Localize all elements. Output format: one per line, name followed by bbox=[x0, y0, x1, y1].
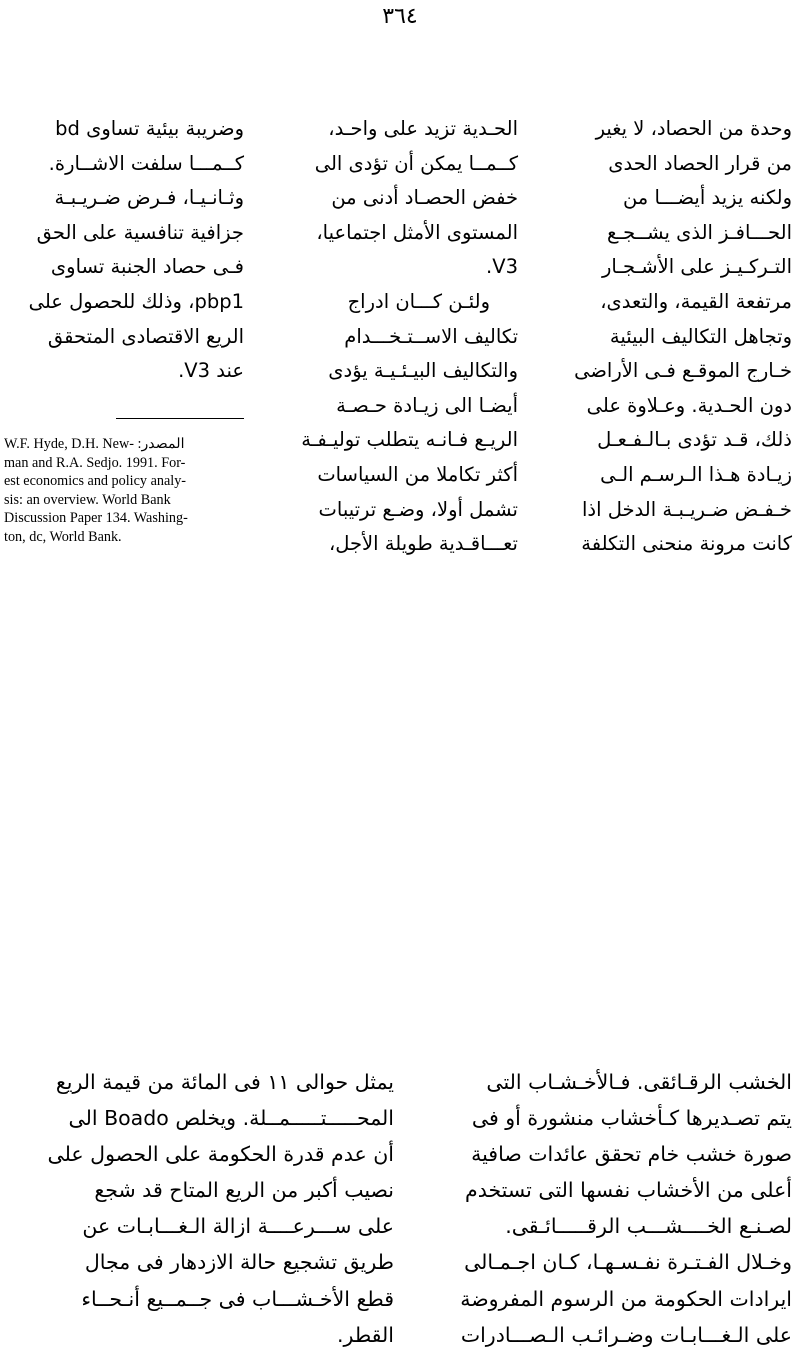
text-line: نصيب أكبر من الريع المتاح قد شجع bbox=[94, 1178, 394, 1203]
text-line: يتم تصـديرها كـأخشاب منشورة أو فى bbox=[471, 1106, 792, 1131]
text-line: طريق تشجيع حالة الازدهار فى مجال bbox=[84, 1250, 394, 1275]
text-line: مرتفعة القيمة، والتعدى، bbox=[600, 289, 792, 313]
text-line: V3. bbox=[486, 255, 518, 279]
text-line: التـركـيـز على الأشـجـار bbox=[601, 255, 792, 279]
text-line: كانت مرونة منحنى التكلفة bbox=[581, 532, 792, 556]
text-line: والتكاليف البيـئـيـة يؤدى bbox=[328, 359, 518, 383]
source-footnote bbox=[4, 435, 244, 546]
text-line: تكاليف الاســتـخـــدام bbox=[344, 324, 518, 348]
text-line: الحـدية تزيد على واحـد، bbox=[328, 117, 518, 140]
footnote-line: W.F. Hyde, D.H. New- :المصدر bbox=[4, 436, 185, 452]
text-line: أيضـا الى زيـادة حـصـة bbox=[336, 393, 518, 417]
upper-left-column bbox=[6, 112, 244, 389]
text-line: خـارج الموقـع فـى الأراضى bbox=[574, 359, 792, 383]
text-line: لصـنـع الخــــشـــب الرقـــــائـقى. bbox=[505, 1214, 792, 1239]
text-line: زيـادة هـذا الـرسـم الـى bbox=[600, 462, 792, 486]
text-line: وضريبة بيئية تساوى bd bbox=[55, 117, 244, 140]
text-line: القطر. bbox=[337, 1322, 394, 1347]
text-line: ولئـن كـــان ادراج bbox=[347, 289, 490, 313]
footnote-line: Discussion Paper 134. Washing- bbox=[4, 510, 188, 526]
text-line: الريع الاقتصادى المتحقق bbox=[47, 324, 244, 348]
lower-left-column bbox=[6, 1064, 394, 1353]
upper-middle-column bbox=[280, 112, 518, 562]
text-line: دون الحـدية. وعـلاوة على bbox=[586, 393, 792, 417]
text-line: وحدة من الحصاد، لا يغير bbox=[595, 117, 792, 140]
footnote-divider bbox=[116, 418, 244, 419]
lower-right-column bbox=[428, 1064, 792, 1353]
text-line: خفض الحصـاد أدنى من bbox=[331, 186, 518, 210]
text-line: كــمـــا سلفت الاشــارة. bbox=[48, 151, 244, 175]
text-line: من قرار الحصاد الحدى bbox=[608, 151, 792, 175]
footnote-line: sis: an overview. World Bank bbox=[4, 491, 171, 508]
text-line: المستوى الأمثل اجتماعيا، bbox=[316, 220, 518, 244]
text-line: أن عدم قدرة الحكومة على الحصول على bbox=[47, 1142, 394, 1167]
footnote-line: man and R.A. Sedjo. 1991. For- bbox=[4, 454, 186, 471]
text-line: وخـلال الفـتـرة نفـسـهـا، كـان اجـمـالى bbox=[464, 1250, 792, 1275]
text-line: يمثل حوالى ١١ فى المائة من قيمة الريع bbox=[55, 1070, 394, 1094]
text-line: أكثر تكاملا من السياسات bbox=[317, 462, 518, 486]
text-line: فـى حصاد الجنبة تساوى bbox=[50, 255, 244, 279]
text-line: الخشب الرقـائقى. فـالأخـشـاب التى bbox=[486, 1070, 792, 1094]
text-line: على ســـرعــــة ازالة الـغـــابـات عن bbox=[82, 1214, 394, 1239]
text-line: تعـــاقـدية طويلة الأجل، bbox=[328, 532, 518, 556]
text-line: عند V3. bbox=[178, 359, 244, 383]
text-line: وتجاهل التكاليف البيئية bbox=[609, 324, 792, 348]
text-line: ولكنه يزيد أيضـــا من bbox=[622, 186, 792, 210]
text-line: pbp1، وذلك للحصول على bbox=[28, 289, 244, 313]
page-number: ٣٦٤ bbox=[382, 4, 418, 29]
text-line: وثـانـيـا، فـرض ضـريـبـة bbox=[54, 186, 244, 210]
text-line: أعلى من الأخشاب نفسها التى تستخدم bbox=[465, 1178, 792, 1203]
text-line: قطع الأخـشـــاب فى جــمــيع أنـحــاء bbox=[81, 1286, 394, 1311]
text-line: تشمل أولا، وضـع ترتيبات bbox=[318, 497, 518, 521]
text-line: على الـغـــابـات وضـرائـب الـصـــادرات bbox=[460, 1322, 792, 1347]
upper-right-column bbox=[560, 112, 792, 562]
footnote-line: ton, dc, World Bank. bbox=[4, 528, 122, 545]
text-line: الحـــافـز الذى يشــجـع bbox=[606, 220, 792, 244]
text-line: الريـع فـانـه يتطلب توليـفـة bbox=[301, 428, 518, 452]
text-line: المحـــــتـــــمــلة. ويخلص Boado الى bbox=[68, 1106, 394, 1131]
text-line: ايرادات الحكومة من الرسوم المفروضة bbox=[460, 1286, 792, 1311]
text-line: كــمــا يمكن أن تؤدى الى bbox=[314, 151, 518, 175]
text-line: ذلك، قـد تؤدى بـالـفـعـل bbox=[597, 428, 792, 452]
text-line: خـفـض ضـريـبـة الدخل اذا bbox=[582, 497, 792, 521]
text-line: جزافية تنافسية على الحق bbox=[36, 220, 244, 244]
text-line: صورة خشب خام تحقق عائدات صافية bbox=[471, 1142, 792, 1167]
footnote-line: est economics and policy analy- bbox=[4, 473, 187, 489]
